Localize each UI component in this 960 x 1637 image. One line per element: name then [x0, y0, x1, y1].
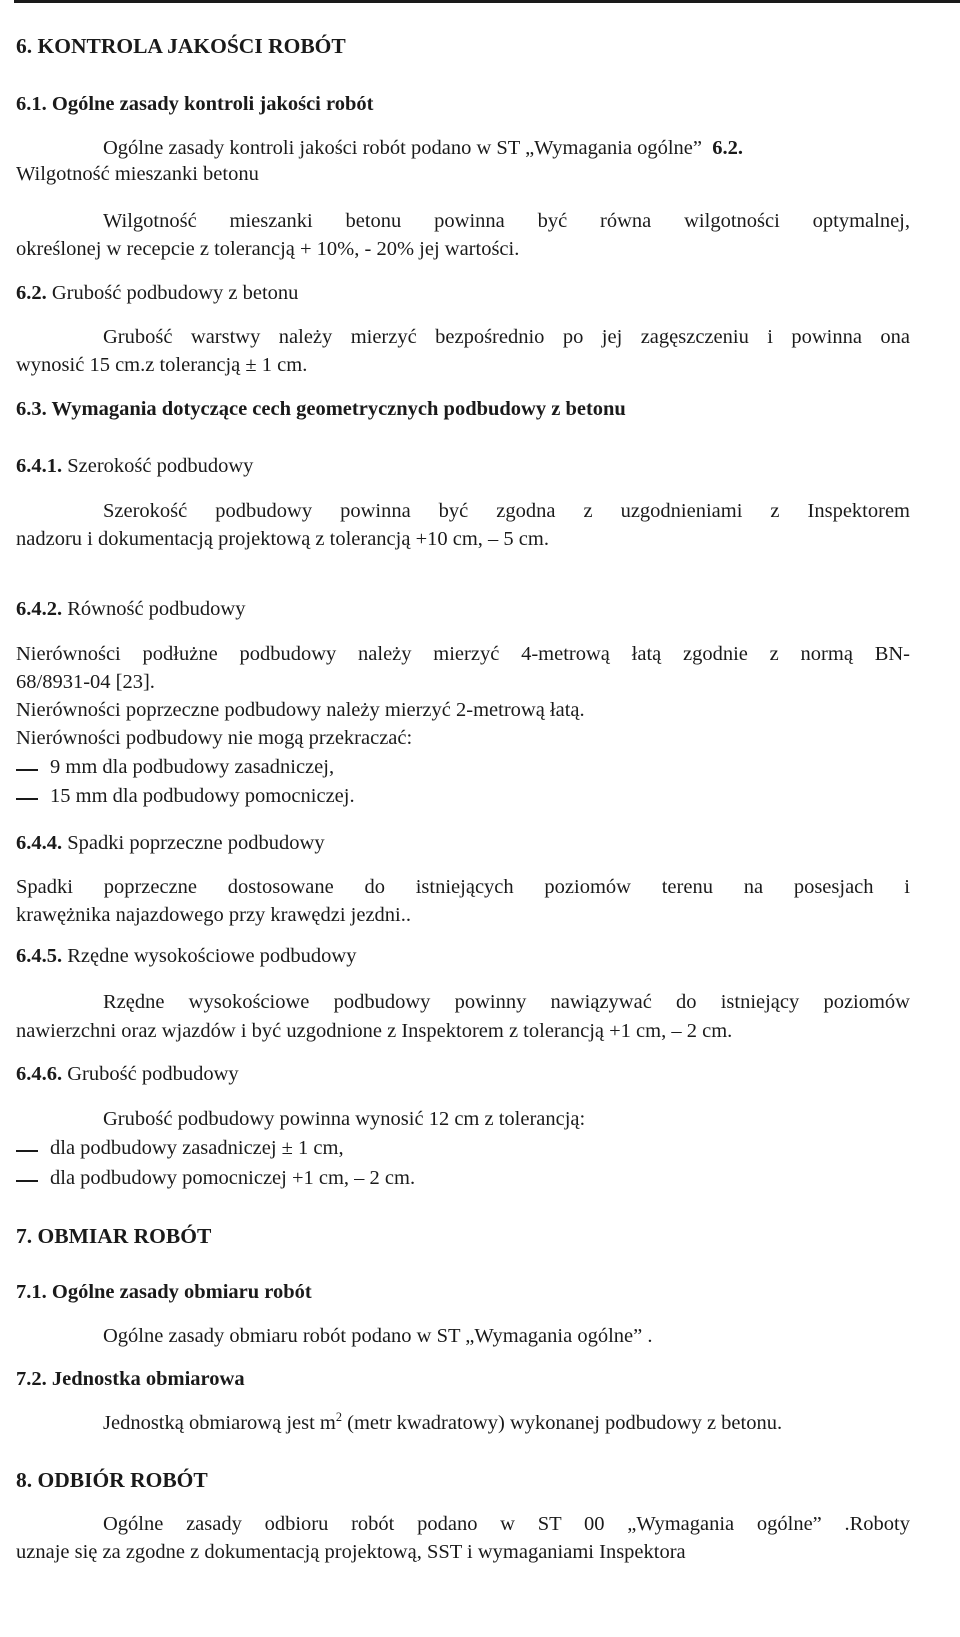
paragraph-6-4-1-line-1: Szerokość podbudowy powinna być zgodna z uzgodnieniami z Inspektorem	[103, 500, 910, 522]
section-8-title: 8. ODBIÓR ROBÓT	[16, 1468, 208, 1492]
list-item: dla podbudowy pomocniczej +1 cm, – 2 cm.	[50, 1167, 416, 1189]
heading-6-1: 6.1. Ogólne zasady kontroli jakości robót	[16, 93, 374, 115]
paragraph-6-4-2-line-2: 68/8931-04 [23].	[16, 671, 155, 693]
paragraph-6-1: Ogólne zasady kontroli jakości robót podano w ST „Wymagania ogólne” 6.2.	[103, 137, 744, 159]
paragraph-6-2-line-1: Grubość warstwy należy mierzyć bezpośrednio po jej zagęszczeniu i powinna ona	[103, 326, 910, 348]
paragraph-6-2-line-2: wynosić 15 cm.z tolerancją ± 1 cm.	[16, 354, 308, 376]
paragraph-wilgotnosc-line-1: Wilgotność mieszanki betonu powinna być równa wilgotności optymalnej,	[103, 210, 910, 232]
paragraph-6-4-1-line-2: nadzoru i dokumentacją projektową z tolerancją +10 cm, – 5 cm.	[16, 528, 549, 550]
list-dash	[16, 1150, 38, 1152]
heading-7-1: 7.1. Ogólne zasady obmiaru robót	[16, 1281, 312, 1303]
paragraph-6-4-6: Grubość podbudowy powinna wynosić 12 cm z tolerancją:	[103, 1108, 586, 1130]
paragraph-6-4-4-line-1: Spadki poprzeczne dostosowane do istniejących poziomów terenu na posesjach i	[16, 876, 910, 898]
heading-7-2: 7.2. Jednostka obmiarowa	[16, 1368, 245, 1390]
heading-6-4-6: 6.4.6. Grubość podbudowy	[16, 1063, 239, 1085]
heading-6-4-5: 6.4.5. Rzędne wysokościowe podbudowy	[16, 945, 357, 967]
heading-6-3: 6.3. Wymagania dotyczące cech geometrycznych podbudowy z betonu	[16, 398, 626, 420]
section-7-title: 7. OBMIAR ROBÓT	[16, 1224, 212, 1248]
paragraph-6-4-2-line-1: Nierówności podłużne podbudowy należy mierzyć 4-metrową łatą zgodnie z normą BN-	[16, 643, 910, 665]
paragraph-8-line-1: Ogólne zasady odbioru robót podano w ST 00 „Wymagania ogólne” .Roboty	[103, 1513, 910, 1535]
heading-6-2: 6.2. Grubość podbudowy z betonu	[16, 282, 299, 304]
paragraph-6-4-2-line-4: Nierówności podbudowy nie mogą przekraczać:	[16, 727, 413, 749]
paragraph-7-2: Jednostką obmiarową jest $m^2$ (metr kwadratowy) wykonanej podbudowy z betonu.	[103, 1410, 783, 1434]
paragraph-wilgotnosc-line-2: określonej w recepcie z tolerancją + 10%, - 20% jej wartości.	[16, 238, 520, 260]
paragraph-7-1: Ogólne zasady obmiaru robót podano w ST „Wymagania ogólne” .	[103, 1325, 653, 1347]
paragraph-6-4-2-line-3: Nierówności poprzeczne podbudowy należy mierzyć 2-metrową łatą.	[16, 699, 585, 721]
heading-6-4-4: 6.4.4. Spadki poprzeczne podbudowy	[16, 832, 325, 854]
section-6-title: 6. KONTROLA JAKOŚCI ROBÓT	[16, 34, 346, 58]
paragraph-6-4-5-line-2: nawierzchni oraz wjazdów i być uzgodnione z Inspektorem z tolerancją +1 cm, – 2 cm.	[16, 1020, 733, 1042]
list-item: 15 mm dla podbudowy pomocniczej.	[50, 785, 355, 807]
paragraph-8-line-2: uznaje się za zgodne z dokumentacją projektową, SST i wymaganiami Inspektora	[16, 1541, 686, 1563]
list-dash	[16, 769, 38, 771]
paragraph-6-4-4-line-2: krawężnika najazdowego przy krawędzi jezdni..	[16, 904, 412, 926]
heading-6-4-2: 6.4.2. Równość podbudowy	[16, 598, 246, 620]
list-dash	[16, 1180, 38, 1182]
list-item: dla podbudowy zasadniczej ± 1 cm,	[50, 1137, 344, 1159]
heading-wilgotnosc: Wilgotność mieszanki betonu	[16, 163, 259, 185]
paragraph-6-4-5-line-1: Rzędne wysokościowe podbudowy powinny nawiązywać do istniejący poziomów	[103, 991, 910, 1013]
list-dash	[16, 798, 38, 800]
list-item: 9 mm dla podbudowy zasadniczej,	[50, 756, 335, 778]
top-rule	[14, 0, 960, 3]
heading-6-4-1: 6.4.1. Szerokość podbudowy	[16, 455, 254, 477]
